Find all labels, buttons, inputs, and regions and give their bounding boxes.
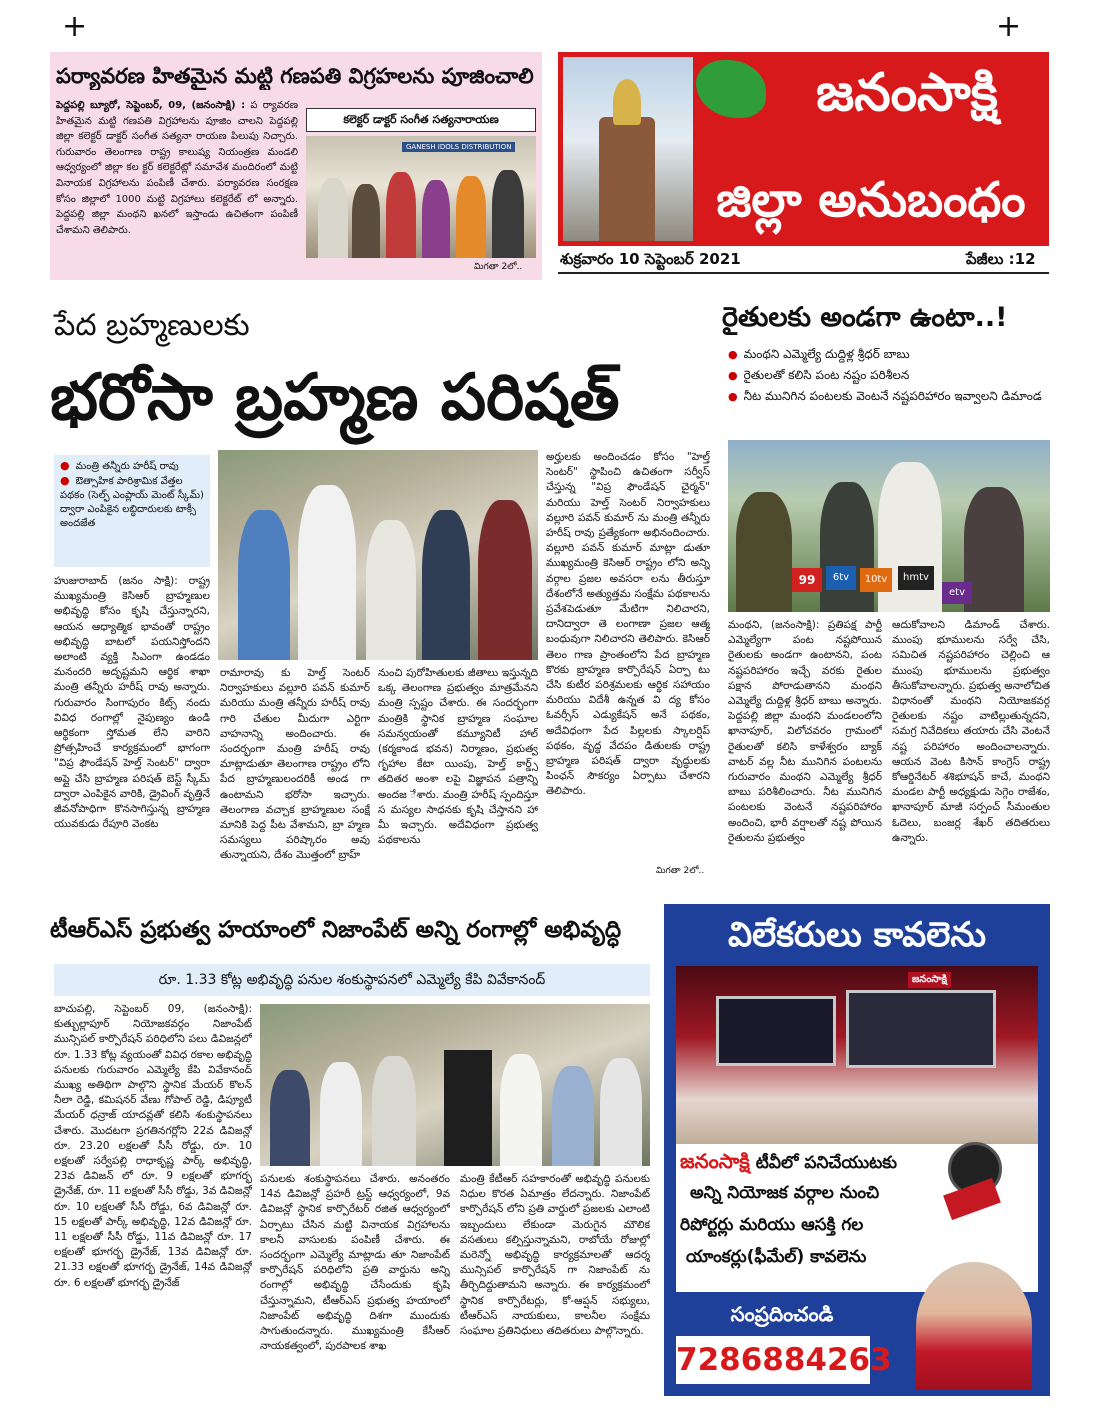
masthead-date: శుక్రవారం 10 సెప్టెంబర్ 2021	[560, 250, 741, 268]
ad-line-4: యాంకర్లు(ఫీమేల్) కావలెను	[686, 1247, 867, 1267]
ad-headline: విలేకరులు కావలెను	[728, 915, 986, 955]
brahmin-photo	[218, 450, 538, 660]
brahmin-col-4: అర్హులకు అందించడం కోసం "హెల్త్ సెంటర్" స్థాపించి ఉచితంగా సర్వీస్ చేస్తున్న "విప్ర ఫౌండేషన్ చైర్మన్" మరియు హెల్త్ సెంటర్ నిర్వాహకులు వల్లూరి పవన్ కుమార్ ను మంత్రి తన్నీరు హరీష్ రావు ప్రత్యేకంగా అభినందించారు. వల్లూరి పవన్ కుమార్ మాట్లా డుతూ ముఖ్యమంత్రి కెసిఆర్ రాష్ట్రం లోని అన్ని వర్గాల ప్రజల అవసరా లను తీరుస్తూ దేశంలోనే అత్యుత్తమ సంక్షేమ పథకాలను ప్రవేశపెడుతూ మేటిగా నిలిచారని, దానిద్వారా తె లంగాణా ప్రజల ఆత్మ బంధువుగా నిలిచారని తెలిపారు. కెసిఆర్ తెలం గాణ ప్రాంతంలోని పేద బ్రాహ్మణ కొరకు బ్రాహ్మణ కార్పొరేషన్ ఏర్పా టు చేసి కుటీర పరిశ్రమలకు ఆర్థిక సహాయం మరియు విదేశీ ఉన్నత వి ద్య కోసం ఓవర్సీస్ ఎడ్యుకేషన్ అనే పథకం, అదేవిధంగా పేద పిల్లలకు స్కాలర్షిప్ పథకం, వృద్ధ వేదపం డితులకు రాష్ట్ర బ్రాహ్మణ పరిషత్ ద్వారా వృద్ధులకు పింఛన్ సౌకర్యం ఏర్పాటు చేశారని తెలిపారు.	[546, 451, 710, 798]
mic-label-hmtv: hmtv	[898, 566, 934, 590]
collector-photo	[306, 136, 536, 258]
farmer-photo	[728, 440, 1050, 612]
brahmin-bullet: ● మంత్రి తన్నీరు హరీష్ రావు	[60, 459, 204, 474]
nizampet-col-1: బాచుపల్లి, సెప్టెంబర్ 09, (జనంసాక్షి): కుత్బుల్లాపూర్ నియోజకవర్గం నిజాంపేట్ మున్సిపల్ కార్పొరేషన్ పరిధిలోని పలు డివిజన్లలో రూ. 1.33 కోట్ల వ్యయంతో వివిధ రకాల అభివృద్ధి పనులకు గురువారం ఎమ్మెల్యే కేపి వివేకానంద్ ముఖ్య అతిథిగా పాల్గొని స్థానిక మేయర్ కొలన్ నీలా రెడ్డి, కమిషనర్ వేణు గోపాల్ రెడ్డి, డిప్యూటీ మేయర్ ధన్రాజ్ యాదవ్లతో కలిసి శంకుస్థాపనలు చేశారు. మొదటగా ప్రగతినగర్లోని 22వ డివిజన్లో రూ. 23.20 లక్షలతో సీసీ రోడ్డు, రూ. 10 లక్షలతో సర్వేపల్లి రాధాకృష్ణ పార్క్ అభివృద్ధి, 23వ డివిజన్ లో రూ. 9 లక్షలతో భూగర్భ డ్రైనేజ్, రూ. 11 లక్షలతో సీసీ రోడ్డు, 3వ డివిజన్లో రూ. 10 లక్షలతో సీసీ రోడ్డు, 6వ డివిజన్లో రూ. 15 లక్షలతో పార్క్ అభివృద్ధి, 12వ డివిజన్లో రూ. 11 లక్షలతో సీసీ రోడ్డు, 11వ డివిజన్లో రూ. 17 లక్షలతో భూగర్భ డ్రైనేజ్, 13వ డివిజన్లో రూ. 21.33 లక్షలతో భూగర్భ డ్రైనేజ్, 14వ డివిజన్లో రూ. 6 లక్షలతో భూగర్భ డ్రైనేజ్	[54, 1003, 252, 1289]
farmer-bullet: ● రైతులతో కలిసి పంట నష్టం పరిశీలన	[728, 365, 1048, 386]
farmer-headline: రైతులకు అండగా ఉంటా..!	[722, 302, 1008, 333]
farmer-bullet: ● మంథని ఎమ్మెల్యే దుద్దిళ్ల శ్రీధర్ బాబు	[728, 344, 1048, 365]
photo-banner: GANESH IDOLS DISTRIBUTION	[402, 142, 515, 152]
brahmin-bullet: ● ఔత్సాహిక పారిశ్రామిక వేత్తల పథకం (సెల్ఫ్ ఎంప్లాయ్ మెంట్ స్కీమ్) ద్వారా ఎంపికైన లబ్ధిదారులకు టాక్సీ అందజేత	[60, 474, 204, 531]
brahmin-kicker: పేద బ్రహ్మణులకు	[54, 308, 250, 343]
top-story-headline: పర్యావరణ హితమైన మట్టి గణపతి విగ్రహలను పూజించాలి	[56, 64, 534, 88]
mic-label-99: 99	[792, 568, 822, 592]
ad-brand: జనంసాక్షి	[680, 1149, 750, 1173]
mic-label-etv: etv	[942, 582, 972, 604]
farmer-bullet: ● నీట మునిగిన పంటలకు వెంటనే నష్టపరిహారం ఇవ్వాలని డిమాండ	[728, 386, 1048, 407]
brahmin-col-1: హుజురాబాద్ (జనం సాక్షి): రాష్ట్ర ముఖ్యమంత్రి కెసిఆర్ బ్రాహ్మణుల అభివృద్ధి కోసం కృషి చేస్తున్నారని, ఆయన ఆధ్యాత్మిక భావంతో రాష్ట్రం అభివృద్ధి బాటలో పయనిస్తోందని అలాంటి వ్యక్తి సిఎంగా ఉండడం మనందరి అదృష్టమని ఆర్థిక శాఖా మంత్రి తన్నీరు హరీష్ రావు అన్నారు. గురువారం సింగాపురం కిట్స్ నందు వివిధ రంగాల్లో నైపుణ్యం ఉండి ఆర్థికంగా స్తోమత లేని వారిని ప్రోత్సహించే కార్యక్రమంలో భాగంగా "విప్ర ఫౌండేషన్ హెల్త్ సెంటర్" ద్వారా అప్లై చేసి బ్రాహ్మణ పరిషత్ బెస్ట్ స్కీమ్ ద్వారా ఎంపికైన వారికి, డ్రైవింగ్ వృత్తినే జీవనోపాధిగా కొనసాగిస్తున్న బ్రాహ్మణ యువకుడు రేపూరి వెంకట	[54, 575, 210, 831]
registration-mark-left: +	[62, 9, 88, 44]
masthead-rule	[558, 272, 1049, 274]
ad-contact-label: సంప్రదించండి	[730, 1302, 834, 1326]
masthead-title: జనంసాక్షి	[816, 63, 998, 123]
ad-line-3: రిపోర్టర్లు మరియు ఆసక్తి గల	[680, 1215, 864, 1235]
top-story-more: మిగతా 2లో..	[474, 262, 523, 272]
brahmin-headline: భరోసా బ్రహ్మణ పరిషత్	[50, 361, 620, 435]
nizampet-headline: టీఆర్ఎస్ ప్రభుత్వ హయాంలో నిజాంపేట్ అన్ని రంగాల్లో అభివృద్ధి	[50, 917, 622, 943]
masthead-page: పేజీలు :12	[966, 250, 1036, 268]
brahmin-highlights	[54, 455, 210, 567]
nizampet-col-3: మంత్రి కేటీఆర్ సహకారంతో అభివృద్ధి పనులకు నిధుల కొరత ఏమాత్రం లేదన్నారు. నిజాంపేట్ కార్పొరేషన్ లోని ప్రతి వార్డులో ప్రజలకు ఎలాంటి ఇబ్బందులు లేకుండా మెరుగైన మౌలిక వసతులు కల్పిస్తున్నామని, రాబోయే రోజుల్లో మరెన్నో అభివృద్ధి కార్యక్రమాలతో ఆదర్శ మున్సిపల్ కార్పొరేషన్ గా నిజాంపేట్ ను తీర్చిదిద్దుతామని అన్నారు. ఈ కార్యక్రమంలో స్థానిక కార్పొరేటర్లు, కో-ఆప్షన్ సభ్యులు, టీఆర్ఎస్ నాయకులు, కాలనీల సంక్షేమ సంఘాల ప్రతినిధులు తదితరులు పాల్గొన్నారు.	[460, 1173, 650, 1338]
farmer-col-1: మంథని, (జనంసాక్షి): ప్రతిపక్ష పార్టీ ఎమ్మెల్యేగా పంట నష్టపోయిన రైతులకు అండగా ఉంటానని, పంట నష్టపరిహారం ఇచ్చే వరకు రైతుల పక్షాన పోరాడుతానని మంథని ఎమ్మెల్యే దుద్దిళ్ల శ్రీధర్ బాబు అన్నారు. పెద్దపల్లి జిల్లా మంథని మండలంలోని ఖానాపూర్, విలోచవరం గ్రామంలో రైతులతో కలిసి కాళేశ్వరం బ్యాక్ వాటర్ వల్ల నీట మునిగిన పంటలను గురువారం మంథని ఎమ్మెల్యే శ్రీధర్ బాబు పరిశీలించారు. నీట మునిగిన పంటలకు వెంటనే నష్టపరిహారం అందించి, భారీ వర్షాలతో నష్ట పోయిన రైతులను ప్రభుత్వం	[728, 619, 882, 844]
ad-line-1-text: టీవీలో పనిచేయుటకు	[749, 1153, 897, 1173]
farmer-bullets	[728, 344, 1048, 407]
brahmin-more: మిగతా 2లో..	[656, 866, 705, 876]
anchor-photo	[916, 1262, 1032, 1390]
mic-label-6tv: 6tv	[826, 566, 856, 590]
ad-studio-logo: జనంసాక్షి	[908, 972, 951, 988]
farmer-col-2: ఆదుకోవాలని డిమాండ్ చేశారు. ముంపు భూములను సర్వే చేసి, సమిచిత నష్టపరిహారం చెల్లించి ఆ ముంపు భూములను ప్రభుత్వం తీసుకోవాలన్నారు. ప్రభుత్వ అనాలోచిత విధానంతో మంథని నియోజకవర్గ రైతులకు నష్టం వాటిల్లుతున్నదని, సమగ్ర నివేదికలు తయారు చేసి వెంటనే నష్ట పరిహారం అందించాలన్నారు. ఆయన వెంట కిసాన్ కాంగ్రెస్ రాష్ట్ర కోఆర్డినేటర్ శశిభూషన్ కాచే, మంథని మండల పార్టీ అధ్యక్షుడు సెగ్గెం రాజేశం, ఖానాపూర్ మాజీ సర్పంచ్ సీమంతుల ఓదెలు, బంజర్ల శేఖర్ తదితరులు ఉన్నారు.	[892, 619, 1050, 844]
ad-phone-number: 7286884263	[676, 1336, 870, 1384]
masthead-monument-photo	[563, 57, 693, 241]
brahmin-col-2: రామారావు కు హెల్త్ సెంటర్ నిర్వాహకులు వల్లూరి పవన్ కుమార్ మరియు మంత్రి తన్నీరు హరీష్ రావు గారి చేతుల మీదుగా ఎర్టిగా వాహనాన్ని అందించారు. ఈ సందర్భంగా మంత్రి హరీష్ రావు మాట్లాడుతూ తెలంగాణ రాష్ట్రం లోని పేద బ్రాహ్మణులందరికీ అండ గా ఉంటామని భరోసా ఇచ్చారు. తెలంగాణ వచ్చాక బ్రాహ్మణుల సంక్షే మానికి పెద్ద పీట వేశామని, బ్రా హ్మణ సమస్యలు పరిష్కారం అవు తున్నాయని, దేశం మొత్తంలో బ్రాహ్	[220, 667, 370, 862]
brahmin-col-3: నుంచి పురోహితులకు జీతాలు ఇస్తున్నది ఒక్క తెలంగాణ ప్రభుత్వం మాత్రమేనని మంత్రి స్పష్టం చేశారు. ఈ సందర్భంగా మంత్రికి స్థానిక బ్రాహ్మణ సంఘాల సమన్వయంతో కమ్యూనిటీ హాల్ (కర్మకాండ భవన) నిర్మాణం, ప్రభుత్వ గృహాల కేటా యింపు, హెల్త్ కార్డ్స్ తదితర అంశా లపై విజ్ఞాపన పత్రాన్ని అందజ ేశారు. మంత్రి హరీష్ స్పందిస్తూ స మస్యల సాధనకు కృషి చేస్తానని హా మీ ఇచ్చారు. అదేవిధంగా ప్రభుత్వ పథకాలను	[378, 667, 538, 847]
ad-line-2: అన్ని నియోజక వర్గాల నుంచి	[690, 1183, 880, 1203]
top-story-body	[56, 98, 298, 274]
registration-mark-right: +	[996, 9, 1022, 44]
mic-label-10tv: 10tv	[860, 568, 892, 592]
top-story-photo-caption: కలెక్టర్ డాక్టర్ సంగీత సత్యనారాయణ	[306, 108, 536, 132]
masthead-subtitle: జిల్లా అనుబంధం	[716, 172, 1026, 228]
ad-studio-image	[676, 966, 1038, 1144]
nizampet-photo	[260, 1004, 650, 1166]
nizampet-col-2: పనులకు శంకుస్థాపనలు చేశారు. అనంతరం 14వ డివిజన్లో ప్రహరీ ట్రస్ట్ ఆధ్వర్యంలో, 9వ డివిజన్లో స్థానిక కార్పొరేటర్ రజిత ఆధ్వర్యంలో ఏర్పాటు చేసిన మట్టి వినాయక విగ్రహాలను కాలనీ వాసులకు పంపిణీ చేశారు. ఈ సందర్భంగా ఎమ్మెల్యే మాట్లాడు తూ నిజాంపేట్ కార్పొరేషన్ పరిధిలోని ప్రతి వార్డును అన్ని రంగాల్లో అభివృద్ధి చేసేందుకు కృషి చేస్తున్నామని, టీఆర్ఎస్ ప్రభుత్వ హయాంలో నిజాంపేట్ అభివృద్ధి దిశగా ముందుకు సాగుతుందన్నారు. ముఖ్యమంత్రి కేసీఆర్ నాయకత్వంలో, పురపాలక శాఖ	[260, 1173, 450, 1353]
top-story-dateline: పెద్దపల్లి బ్యూరో, సెప్టెంబర్, 09, (జనంసాక్షి) :	[56, 100, 246, 111]
ad-line-1	[680, 1146, 940, 1178]
top-story-text: ప ర్యావరణ హితమైన మట్టి గణపతి విగ్రహాలను పూజిం చాలని పెద్దపల్లి జిల్లా కలెక్టర్ డాక్టర్ సంగీత సత్యనా రాయణ పిలుపు నిచ్చారు. గురువారం తెలంగాణ రాష్ట్ర కాలుష్య నియంత్రణ మండలి ఆధ్వర్యంలో జిల్లా కల క్టర్ కలెక్టరేట్లో సమావేశ మందిరంలో మట్టి వినాయక విగ్రహాలను పంపిణీ చేశారు. పర్యావరణ సంరక్షణ కోసం జిల్లాలో 1000 మట్టి విగ్రహాలు కలెక్టరేట్ లో అన్నారు. పెద్దపల్లి జిల్లా మంథని ఖనలో ఇస్తాండు ఉచితంగా పంపిణీ చేశామని తెలిపారు.	[56, 100, 298, 236]
nizampet-subhead: రూ. 1.33 కోట్ల అభివృద్ధి పనుల శంకుస్థాపనలో ఎమ్మెల్యే కేపి వివేకానంద్	[54, 964, 650, 996]
